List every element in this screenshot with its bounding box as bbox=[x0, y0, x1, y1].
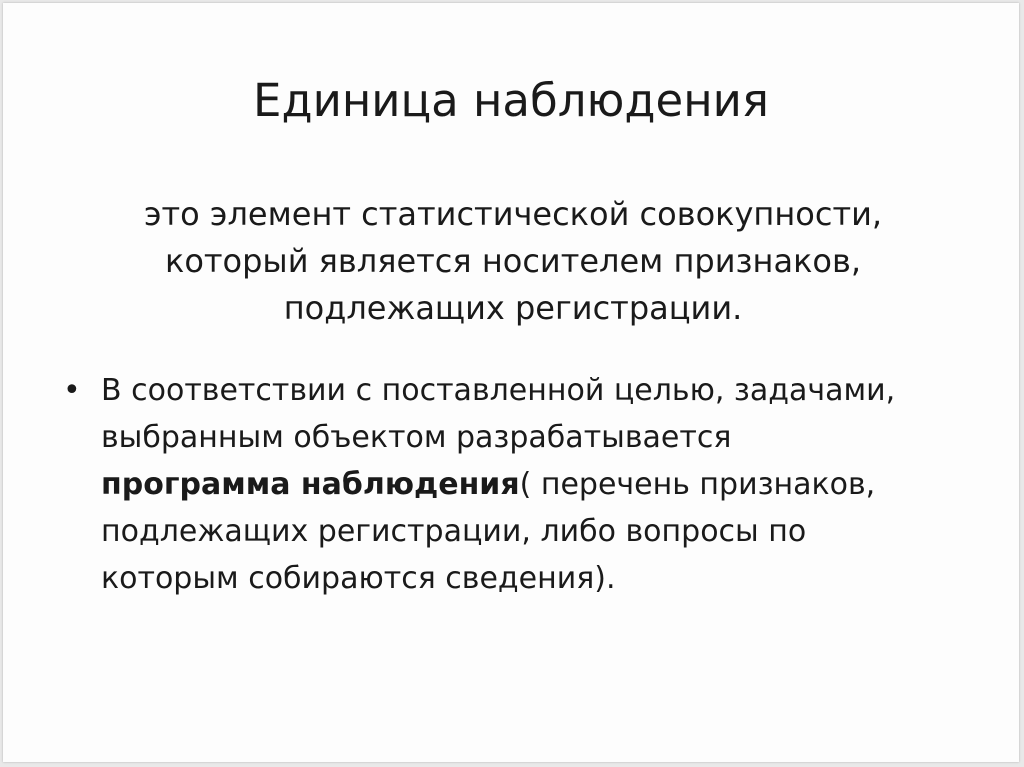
bullet-line: которым собираются сведения). bbox=[101, 561, 616, 596]
bullet-item bbox=[63, 367, 963, 602]
bullet-dot-icon: • bbox=[63, 373, 81, 408]
bullet-line: выбранным объектом разрабатывается bbox=[101, 420, 732, 455]
bullet-line: подлежащих регистрации, либо вопросы по bbox=[101, 514, 807, 549]
program-term: программа наблюдения bbox=[101, 467, 520, 502]
slide-title: Единица наблюдения bbox=[253, 74, 769, 127]
definition-line: это элемент статистической совокупности, bbox=[143, 195, 883, 233]
slide bbox=[3, 3, 1019, 762]
bullet-line bbox=[101, 461, 963, 508]
definition-text bbox=[63, 191, 963, 332]
definition-line: который является носителем признаков, bbox=[164, 242, 861, 280]
bullet-line-rest: ( перечень признаков, bbox=[519, 467, 876, 502]
definition-line: подлежащих регистрации. bbox=[283, 289, 743, 327]
bullet-list bbox=[63, 367, 963, 602]
bullet-line: В соответствии с поставленной целью, задачами, bbox=[101, 373, 896, 408]
